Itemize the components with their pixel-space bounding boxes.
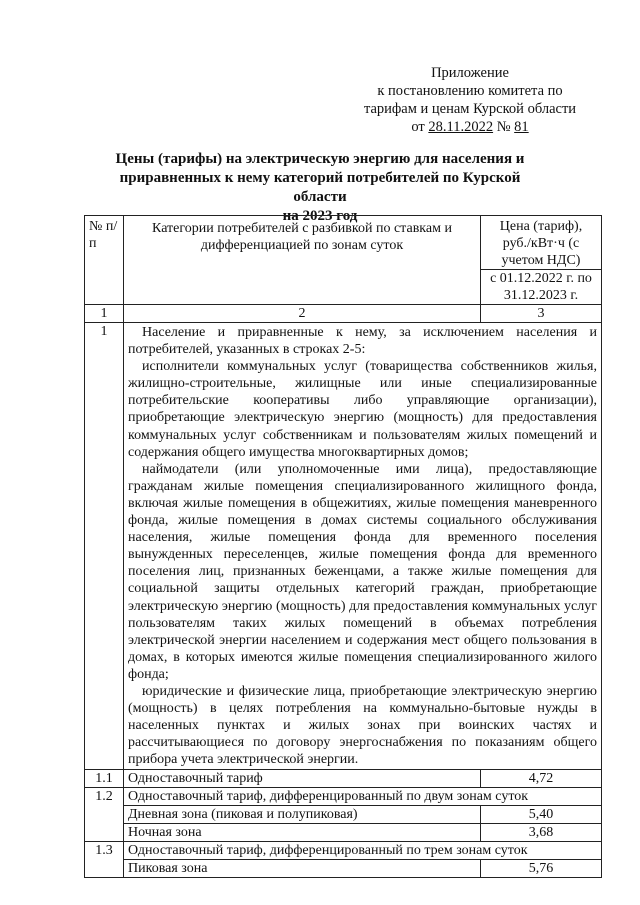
colnum-cell: 1 [85, 305, 124, 323]
row-label: Пиковая зона [124, 860, 481, 878]
table-row [85, 860, 602, 878]
appendix-line: к постановлению комитета по [377, 83, 563, 99]
appendix-number: 81 [514, 119, 529, 135]
row-num: 1.2 [85, 788, 124, 842]
row-num: 1 [85, 323, 124, 770]
table-row [85, 788, 602, 806]
table-row [85, 806, 602, 824]
table-header-row [85, 216, 602, 270]
row-label: Одноставочный тариф, дифференцированный по двум зонам суток [124, 788, 602, 806]
table-row [85, 323, 602, 770]
table-row [85, 842, 602, 860]
row-description [124, 323, 602, 770]
row-label: Одноставочный тариф [124, 770, 481, 788]
desc-paragraph: юридические и физические лица, приобретающие электрическую энергию (мощность) в целях потребления на коммунально-бытовые нужды в населенных пунктах и жилых зонах при воинских частях и рассчитывающиеся по договору энергоснабжения по показаниям общего прибора учета электрической энергии. [128, 683, 597, 768]
appendix-from: от [411, 119, 429, 135]
appendix-block [340, 64, 600, 136]
colnum-cell: 2 [124, 305, 481, 323]
row-price: 3,68 [481, 824, 602, 842]
header-num: № п/п [85, 216, 124, 305]
row-label: Ночная зона [124, 824, 481, 842]
colnum-cell: 3 [481, 305, 602, 323]
appendix-date-line [340, 118, 600, 136]
row-num: 1.3 [85, 842, 124, 878]
header-category: Категории потребителей с разбивкой по ставкам и дифференциацией по зонам суток [124, 216, 481, 305]
row-label: Одноставочный тариф, дифференцированный по трем зонам суток [124, 842, 602, 860]
row-price: 5,40 [481, 806, 602, 824]
title-line: на 2023 год [282, 208, 358, 224]
appendix-title: Приложение [431, 65, 509, 81]
desc-paragraph: исполнители коммунальных услуг (товарищества собственников жилья, жилищно-строительные, жилищные или иные специализированные потребительские кооперативы либо управляющие организации), приобретающие электрическую энергию (мощность) для предоставления коммунальных услуг собственникам и пользователям жилых помещений и содержания общего имущества многоквартирных домов; [128, 359, 597, 460]
appendix-date: 28.11.2022 [428, 119, 494, 135]
row-price: 5,76 [481, 860, 602, 878]
table-row [85, 824, 602, 842]
desc-paragraph: Население и приравненные к нему, за исключением населения и потребителей, указанных в строках 2-5: [128, 325, 597, 358]
row-label: Дневная зона (пиковая и полупиковая) [124, 806, 481, 824]
tariff-table [84, 215, 602, 878]
title-line: приравненных к нему категорий потребителей по Курской области [119, 170, 521, 205]
row-num: 1.1 [85, 770, 124, 788]
header-price: Цена (тариф), руб./кВт·ч (с учетом НДС) [481, 216, 602, 270]
appendix-number-prefix: № [493, 119, 515, 135]
row-price: 4,72 [481, 770, 602, 788]
table-row [85, 770, 602, 788]
desc-paragraph: наймодатели (или уполномоченные ими лица), предоставляющие гражданам жилые помещения специализированного жилищного фонда, включая жилые помещения в общежитиях, жилые помещения маневренного фонда, жилые помещения в домах системы социального обслуживания населения, жилые помещения фонда для временного поселения вынужденных переселенцев, жилые помещения фонда для временного поселения лиц, признанных беженцами, а также жилые помещения для социальной защиты отдельных категорий граждан, приобретающие электрическую энергию (мощность) для предоставления коммунальных услуг пользователям таких жилых помещений в объемах потребления электрической энергии населением и содержания мест общего пользования в домах, в которых имеются жилые помещения специализированного жилого фонда; [128, 461, 597, 682]
header-period: с 01.12.2022 г. по 31.12.2023 г. [481, 270, 602, 305]
title-line: Цены (тарифы) на электрическую энергию для населения и [115, 151, 525, 167]
table-colnum-row [85, 305, 602, 323]
appendix-line: тарифам и ценам Курской области [363, 101, 577, 117]
